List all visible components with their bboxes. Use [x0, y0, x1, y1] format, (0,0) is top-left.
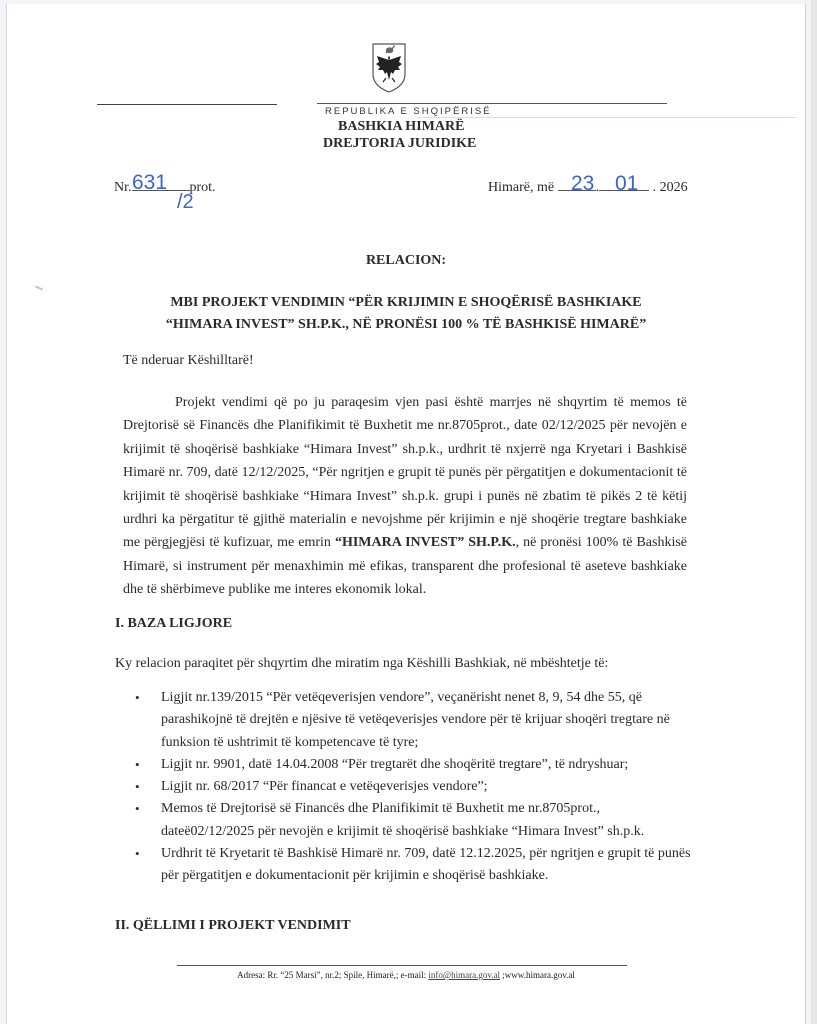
document-type: RELACION:	[365, 253, 447, 268]
greeting: Të nderuar Këshilltarë!	[123, 353, 254, 368]
department-name: DREJTORIA JURIDIKE	[323, 136, 477, 151]
intro-text-end: , në pronësi 100% të Bashkisë Himarë, si instrument për menaxhimin më efikas, transparent dhe profesional të aseteve bashkiake dhe të shërbimeve publike me interes ekonomik lokal.	[123, 535, 688, 598]
handwritten-protocol-sub: /2	[177, 191, 194, 213]
date-separator: .	[595, 180, 600, 195]
section-intro: Ky relacion paraqitet për shqyrtim dhe miratim nga Këshilli Bashkiak, në mbështetje të:	[115, 656, 609, 671]
protocol-suffix: prot.	[189, 180, 216, 195]
footer-address-text: Adresa: Rr. “25 Marsi”, nr.2; Spile, Himarë,; e-mail:	[237, 970, 429, 980]
document-title-line-2: “HIMARA INVEST” SH.P.K., NË PRONËSI 100 % TË BASHKISË HIMARË”	[165, 317, 647, 332]
country-name: REPUBLIKA E SHQIPËRISË	[325, 106, 492, 117]
document-page	[6, 4, 806, 1024]
handwritten-month: 01	[615, 172, 639, 195]
list-item: • Ligjit nr. 68/2017 “Për financat e vetëqeverisjes vendore”;	[135, 776, 695, 798]
albanian-eagle-emblem-icon	[369, 40, 409, 94]
footer-address	[7, 970, 805, 980]
list-item: • Memos të Drejtorisë së Financës dhe Planifikimit të Buxhetit me nr.8705prot., dateë02/12/2025 për nevojën e krijimit të shoqërisë bashkiake “Himara Invest” sh.p.k.	[135, 798, 695, 843]
handwritten-day: 23	[571, 172, 595, 195]
document-title-line-1: MBI PROJEKT VENDIMIN “PËR KRIJIMIN E SHOQËRISË BASHKIAKE	[170, 295, 642, 310]
section-heading-legal-basis: I. BAZA LIGJORE	[115, 616, 233, 631]
footer-email-link[interactable]: info@himara.gov.al	[428, 970, 501, 980]
date-prefix: Himarë, më	[488, 180, 555, 195]
header-rule-right	[317, 103, 667, 104]
scan-artifact-line	[417, 117, 797, 118]
footer-rule	[177, 965, 627, 966]
list-item: • Ligjit nr.139/2015 “Për vetëqeverisjen vendore”, veçanërisht nenet 8, 9, 54 dhe 55, që parashikojnë të drejtën e njësive të vetëqeverisjes vendore për të krijuar shoqëri tregtare në funksion të ushtrimit të kompetencave të tyre;	[135, 687, 695, 754]
header-rule-left	[97, 104, 277, 105]
list-item: • Urdhrit të Kryetarit të Bashkisë Himarë nr. 709, datë 12.12.2025, për ngritjen e grupit të punës për përgatitjen e dokumentacionit për krijimin e shoqërisë bashkiake.	[135, 843, 695, 888]
page-edge	[811, 0, 817, 1024]
intro-paragraph	[123, 391, 687, 602]
list-item: • Ligjit nr. 9901, datë 14.04.2008 “Për tregtarët dhe shoqëritë tregtare”, të ndryshuar;	[135, 754, 695, 776]
date-year: . 2026	[652, 180, 688, 195]
legal-basis-list	[135, 687, 695, 888]
handwritten-protocol-number: 631	[132, 171, 168, 194]
protocol-prefix: Nr.	[114, 180, 132, 195]
footer-website: ;www.himara.gov.al	[500, 970, 575, 980]
scan-mark	[35, 285, 43, 290]
section-heading-purpose: II. QËLLIMI I PROJEKT VENDIMIT	[115, 918, 351, 933]
company-name: “HIMARA INVEST” SH.P.K.	[334, 535, 516, 551]
intro-text: Projekt vendimi që po ju paraqesim vjen pasi është marrjes në shqyrtim të memos të Drejtorisë së Financës dhe Planifikimit të Buxhetit me nr.8705prot., date 02/12/2025 për nevojën e krijimit të shoqërisë bashkiake “Himara Invest” sh.p.k., urdhrit të nxjerrë nga Kryetari i Bashkisë Himarë nr. 709, datë 12/12/2025, “Për ngritjen e grupit të punës për përgatitjen e dokumentacionit të krijimit të shoqërisë bashkiake “Himara Invest” sh.p.k. grupi i punës në zbatim të pikës 2 të këtij urdhri ka përgatitur të gjithë materialin e nevojshme për krijimin e një shoqërie tregtare bashkiake me përgjegjësi të kufizuar, me emrin	[123, 395, 687, 551]
municipality-name: BASHKIA HIMARË	[338, 119, 465, 134]
